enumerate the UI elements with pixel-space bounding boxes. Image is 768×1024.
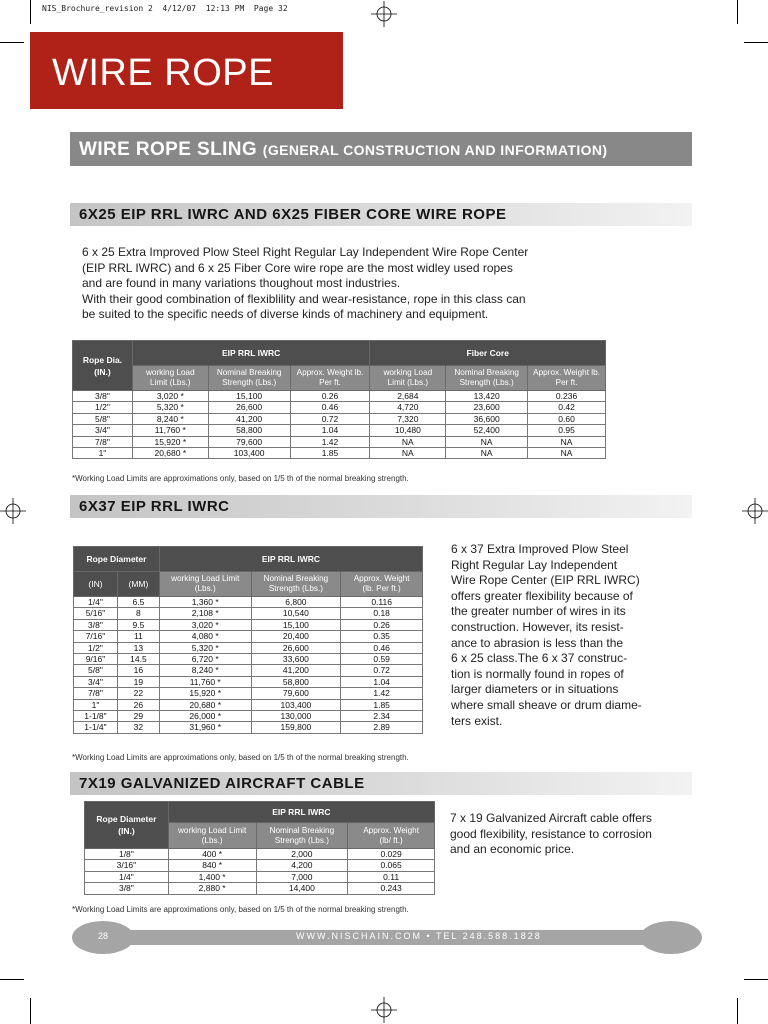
table-cell: 1/2" (74, 642, 118, 653)
table-6x25 (72, 340, 606, 459)
table-cell: 29 (117, 711, 159, 722)
table-cell: 0.42 (528, 402, 606, 413)
table-cell: 103,400 (208, 448, 290, 459)
table-row (74, 665, 423, 676)
table-cell: 7/16" (74, 631, 118, 642)
crop-mark (0, 42, 24, 43)
table-cell: 11,760 * (159, 676, 251, 687)
table-cell: 0.95 (528, 425, 606, 436)
table-cell: 20,400 (251, 631, 341, 642)
table-cell: NA (528, 436, 606, 447)
paragraph-line: where small sheave or drum diame- (451, 697, 642, 712)
table-cell: 23,600 (446, 402, 528, 413)
main-header-title: WIRE ROPE SLING (79, 139, 258, 160)
table-row (73, 448, 606, 459)
table-cell: 1.04 (290, 425, 370, 436)
table-cell: 52,400 (446, 425, 528, 436)
table-cell: 1,400 * (168, 871, 256, 882)
table-cell: NA (528, 448, 606, 459)
table-cell: 1.42 (341, 688, 423, 699)
table-cell: 14,400 (256, 883, 348, 894)
column-header: working Load Limit (Lbs.) (132, 366, 208, 391)
paragraph-line: 6 x 25 class.The 6 x 37 construc- (451, 651, 628, 666)
table-cell: 0.59 (341, 654, 423, 665)
crop-mark (744, 42, 768, 43)
section2-side-text (451, 542, 691, 729)
paragraph-line: Right Regular Lay Independent (451, 557, 618, 572)
section3-side-text (450, 811, 695, 858)
table-cell: 58,800 (208, 425, 290, 436)
table-cell: NA (446, 448, 528, 459)
table-cell: 3/8" (85, 883, 169, 894)
footnote-section1: *Working Load Limits are approximations only, based on 1/5 th of the normal breaking strength. (72, 474, 409, 483)
paragraph-line: be suited to the specific needs of diverse kinds of machinery and equipment. (82, 307, 489, 321)
table-cell: 1-1/4" (74, 722, 118, 733)
table-cell: 10,540 (251, 608, 341, 619)
column-header: Approx. Weight lb. Per ft. (290, 366, 370, 391)
crop-mark (30, 998, 31, 1024)
table-cell: 22 (117, 688, 159, 699)
paragraph-line: 6 x 25 Extra Improved Plow Steel Right Regular Lay Independent Wire Rope Center (82, 245, 529, 259)
table-cell: 26,600 (251, 642, 341, 653)
table-cell: 0.18 (341, 608, 423, 619)
section-header-7x19 (70, 772, 692, 795)
table-cell: 26,600 (208, 402, 290, 413)
table-cell: 36,600 (446, 413, 528, 424)
table-cell: 0.26 (341, 619, 423, 630)
table-cell: 15,100 (208, 391, 290, 402)
section-title: 6X25 EIP RRL IWRC AND 6X25 FIBER CORE WIRE ROPE (79, 206, 507, 223)
footer-contact: WWW.NISCHAIN.COM • TEL 248.588.1828 (296, 931, 542, 941)
table-cell: 6.5 (117, 597, 159, 608)
paragraph-line: offers greater flexibility because of (451, 588, 633, 603)
table-cell: 8,240 * (132, 413, 208, 424)
table-cell: 9.5 (117, 619, 159, 630)
paragraph-line: larger diameters or in situations (451, 682, 619, 697)
table-cell: NA (370, 436, 446, 447)
group-header-eip: EIP RRL IWRC (159, 547, 422, 572)
table-cell: 7/8" (74, 688, 118, 699)
table-cell: 41,200 (208, 413, 290, 424)
table-row (74, 654, 423, 665)
table-cell: 15,920 * (159, 688, 251, 699)
table-cell: 14.5 (117, 654, 159, 665)
column-header: Nominal Breaking Strength (Lbs.) (208, 366, 290, 391)
printer-slug: NIS_Brochure_revision 2 4/12/07 12:13 PM Page 32 (42, 4, 288, 13)
crop-mark (0, 979, 24, 980)
table-cell: 1.85 (341, 699, 423, 710)
table-row (73, 425, 606, 436)
table-cell: 0.065 (348, 860, 435, 871)
table-cell: 11 (117, 631, 159, 642)
table-cell: 400 * (168, 849, 256, 860)
table-cell: 20,680 * (132, 448, 208, 459)
table-cell: 1/4" (74, 597, 118, 608)
table-row (74, 597, 423, 608)
column-header: working Load Limit (Lbs.) (168, 823, 256, 849)
table-cell: 3/4" (73, 425, 133, 436)
section-title: 6X37 EIP RRL IWRC (79, 498, 230, 515)
table-cell: 103,400 (251, 699, 341, 710)
table-cell: 130,000 (251, 711, 341, 722)
group-header-eip: EIP RRL IWRC (132, 341, 370, 366)
table-cell: 41,200 (251, 665, 341, 676)
table-cell: 3/8" (74, 619, 118, 630)
table-cell: 0.029 (348, 849, 435, 860)
column-header: Approx. Weight (lb/ ft.) (348, 823, 435, 849)
table-cell: 8 (117, 608, 159, 619)
table-cell: 31,960 * (159, 722, 251, 733)
table-cell: 10,480 (370, 425, 446, 436)
table-cell: 1.04 (341, 676, 423, 687)
table-cell: 1.85 (290, 448, 370, 459)
column-header: Nominal Breaking Strength (Lbs.) (446, 366, 528, 391)
paragraph-line: good flexibility, resistance to corrosion (450, 826, 652, 841)
footnote-section3: *Working Load Limits are approximations only, based on 1/5 th of the normal breaking strength. (72, 905, 409, 914)
paragraph-line: ance to abrasion is less than the (451, 635, 624, 650)
registration-mark-icon (0, 498, 26, 524)
table-cell: 58,800 (251, 676, 341, 687)
table-cell: 16 (117, 665, 159, 676)
section-title: 7X19 GALVANIZED AIRCRAFT CABLE (79, 775, 365, 792)
table-cell: 0.236 (528, 391, 606, 402)
paragraph-line: tion is normally found in ropes of (451, 666, 624, 681)
table-cell: 0.46 (290, 402, 370, 413)
paragraph-line: 7 x 19 Galvanized Aircraft cable offers (450, 811, 652, 825)
table-cell: 2,684 (370, 391, 446, 402)
table-cell: 3,020 * (132, 391, 208, 402)
footnote-section2: *Working Load Limits are approximations only, based on 1/5 th of the normal breaking strength. (72, 753, 409, 762)
page-banner (30, 32, 343, 127)
table-cell: 0.243 (348, 883, 435, 894)
table-cell: 0.116 (341, 597, 423, 608)
table-cell: 4,080 * (159, 631, 251, 642)
table-cell: 0.35 (341, 631, 423, 642)
column-header: Nominal Breaking Strength (Lbs.) (251, 572, 341, 597)
table-cell: 1" (73, 448, 133, 459)
table-row (85, 849, 435, 860)
table-cell: 33,600 (251, 654, 341, 665)
table-cell: 7/8" (73, 436, 133, 447)
paragraph-line: 6 x 37 Extra Improved Plow Steel (451, 542, 629, 556)
crop-mark (744, 979, 768, 980)
table-row (74, 676, 423, 687)
group-header-eip: EIP RRL IWRC (168, 802, 434, 823)
column-header-rope-diameter: Rope Diameter (IN.) (85, 802, 169, 849)
table-row (74, 699, 423, 710)
table-row (74, 642, 423, 653)
table-cell: 0.26 (290, 391, 370, 402)
section-header-6x25 (70, 203, 692, 226)
paragraph-line: construction. However, its resist- (451, 619, 624, 634)
table-cell: 15,100 (251, 619, 341, 630)
table-cell: 1" (74, 699, 118, 710)
table-row (74, 722, 423, 733)
paragraph-line: and are found in many variations thoughout most industries. (82, 276, 401, 290)
table-cell: 5/8" (73, 413, 133, 424)
column-header: Nominal Breaking Strength (Lbs.) (256, 823, 348, 849)
registration-mark-icon (371, 1, 397, 27)
table-cell: 8,240 * (159, 665, 251, 676)
table-cell: 3/8" (73, 391, 133, 402)
table-cell: 4,720 (370, 402, 446, 413)
table-cell: 0.46 (341, 642, 423, 653)
table-row (74, 608, 423, 619)
table-cell: 6,720 * (159, 654, 251, 665)
table-cell: 840 * (168, 860, 256, 871)
paragraph-line: Wire Rope Center (EIP RRL IWRC) (451, 573, 640, 588)
table-6x37 (73, 546, 423, 734)
table-cell: 13 (117, 642, 159, 653)
table-cell: 159,800 (251, 722, 341, 733)
registration-mark-icon (371, 997, 397, 1023)
table-row (73, 402, 606, 413)
table-cell: 3,020 * (159, 619, 251, 630)
table-cell: 4,200 (256, 860, 348, 871)
table-row (73, 391, 606, 402)
table-7x19-body (85, 849, 435, 895)
table-row (74, 619, 423, 630)
table-cell: 5,320 * (132, 402, 208, 413)
paragraph-line: (EIP RRL IWRC) and 6 x 25 Fiber Core wire rope are the most widley used ropes (82, 260, 513, 275)
table-row (73, 413, 606, 424)
table-cell: 11,760 * (132, 425, 208, 436)
table-cell: 1,360 * (159, 597, 251, 608)
table-row (85, 871, 435, 882)
footer-right-cap (640, 921, 702, 954)
column-header: Approx. Weight (lb. Per ft.) (341, 572, 423, 597)
table-cell: 13,420 (446, 391, 528, 402)
table-row (85, 860, 435, 871)
column-header-rope-diameter: Rope Diameter (74, 547, 160, 572)
table-cell: 79,600 (208, 436, 290, 447)
table-cell: 2,880 * (168, 883, 256, 894)
table-cell: 7,320 (370, 413, 446, 424)
table-row (85, 883, 435, 894)
banner-subtitle: (Slings) (52, 108, 114, 127)
table-cell: 15,920 * (132, 436, 208, 447)
table-cell: 79,600 (251, 688, 341, 699)
table-cell: 2,108 * (159, 608, 251, 619)
table-cell: 0.72 (341, 665, 423, 676)
column-header: working Load Limit (Lbs.) (370, 366, 446, 391)
table-row (74, 688, 423, 699)
column-header-in: (IN) (74, 572, 118, 597)
crop-mark (737, 0, 738, 24)
table-cell: 26 (117, 699, 159, 710)
table-cell: 0.72 (290, 413, 370, 424)
table-7x19 (84, 801, 435, 895)
column-header: Approx. Weight lb. Per ft. (528, 366, 606, 391)
table-cell: 1/4" (85, 871, 169, 882)
group-header-fiber-core: Fiber Core (370, 341, 606, 366)
section-header-6x37 (70, 495, 692, 518)
table-cell: 3/16" (85, 860, 169, 871)
table-cell: 6,800 (251, 597, 341, 608)
table-row (74, 631, 423, 642)
table-cell: NA (446, 436, 528, 447)
main-header-subtitle: (GENERAL CONSTRUCTION AND INFORMATION) (262, 142, 608, 158)
crop-mark (30, 0, 31, 24)
table-cell: 2.89 (341, 722, 423, 733)
table-row (74, 711, 423, 722)
table-cell: 26,000 * (159, 711, 251, 722)
table-cell: 0.60 (528, 413, 606, 424)
page-footer (72, 921, 702, 954)
table-cell: 5,320 * (159, 642, 251, 653)
column-header: working Load Limit (Lbs.) (159, 572, 251, 597)
banner-title (52, 54, 343, 130)
paragraph-line: With their good combination of flexiblility and wear-resistance, rope in this class can (82, 291, 526, 306)
table-cell: 1-1/8" (74, 711, 118, 722)
table-cell: 2.34 (341, 711, 423, 722)
paragraph-line: and an economic price. (450, 842, 575, 857)
table-cell: 7,000 (256, 871, 348, 882)
table-cell: 1/2" (73, 402, 133, 413)
paragraph-line: ters exist. (451, 713, 503, 728)
table-cell: 5/8" (74, 665, 118, 676)
table-cell: 5/16" (74, 608, 118, 619)
table-cell: 32 (117, 722, 159, 733)
table-cell: NA (370, 448, 446, 459)
table-cell: 20,680 * (159, 699, 251, 710)
crop-mark (737, 998, 738, 1024)
main-section-header (70, 132, 692, 166)
table-cell: 1/8" (85, 849, 169, 860)
registration-mark-icon (742, 498, 768, 524)
banner-title-text: WIRE ROPE (52, 52, 274, 94)
table-cell: 1.42 (290, 436, 370, 447)
column-header-mm: (MM) (117, 572, 159, 597)
table-cell: 0.11 (348, 871, 435, 882)
table-cell: 9/16" (74, 654, 118, 665)
table-cell: 19 (117, 676, 159, 687)
column-header-rope-dia: Rope Dia. (IN.) (73, 341, 133, 391)
table-6x37-body (74, 597, 423, 734)
table-cell: 2,000 (256, 849, 348, 860)
table-cell: 3/4" (74, 676, 118, 687)
table-row (73, 436, 606, 447)
paragraph-line: the greater number of wires in its (451, 604, 626, 619)
page-number: 28 (98, 931, 109, 941)
section1-paragraph (82, 245, 682, 323)
table-6x25-body (73, 391, 606, 459)
